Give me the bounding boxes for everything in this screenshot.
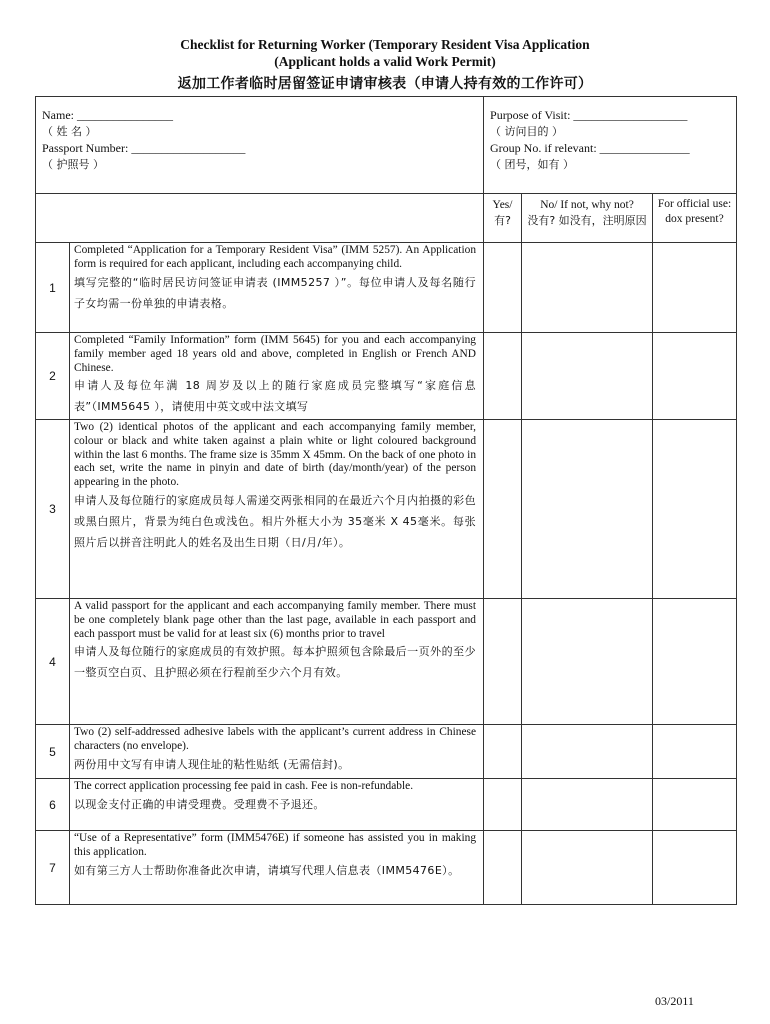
- item-description: [70, 243, 484, 333]
- official-use-cell[interactable]: [653, 831, 737, 905]
- yes-cell[interactable]: [484, 599, 522, 725]
- no-reason-cell[interactable]: [522, 831, 653, 905]
- item-description: [70, 779, 484, 831]
- item-description: [70, 420, 484, 599]
- no-reason-cell[interactable]: [522, 599, 653, 725]
- passport-number-field[interactable]: Passport Number: ___________________: [42, 141, 246, 155]
- item-text-en: “Use of a Representative” form (IMM5476E) if someone has assisted you in making this application.: [74, 832, 477, 858]
- yes-cell[interactable]: [484, 831, 522, 905]
- item-description: [70, 831, 484, 905]
- column-header-row: [36, 194, 737, 243]
- yes-cell[interactable]: [484, 243, 522, 333]
- yes-header-en: Yes/: [492, 199, 513, 211]
- yes-cell[interactable]: [484, 725, 522, 779]
- item-description: [70, 599, 484, 725]
- item-number: 1: [36, 243, 70, 333]
- item-number: 4: [36, 599, 70, 725]
- official-use-cell[interactable]: [653, 243, 737, 333]
- item-text-en: A valid passport for the applicant and each accompanying family member. There must be one completely blank page other than the last page, available in each passport and each passport must be valid for at least six (6) months prior to travel: [74, 600, 477, 640]
- purpose-of-visit-field[interactable]: Purpose of Visit: ___________________: [490, 108, 688, 122]
- item-text-zh: 填写完整的“临时居民访问签证申请表 (IMM5257 ）”。每位申请人及每名随行子女均需一份单独的申请表格。: [74, 275, 477, 310]
- item-text-en: The correct application processing fee paid in cash. Fee is non-refundable.: [74, 780, 414, 792]
- official-use-cell[interactable]: [653, 725, 737, 779]
- official-use-cell[interactable]: [653, 333, 737, 420]
- yes-cell[interactable]: [484, 779, 522, 831]
- item-text-en: Completed “Family Information” form (IMM 5645) for you and each accompanying family member aged 18 years old and above, completed in English or French AND Chinese.: [74, 334, 477, 374]
- item-text-zh: 申请人及每位年满 18 周岁及以上的随行家庭成员完整填写“家庭信息表”（IMM5645 ），请使用中英文或中法文填写: [74, 379, 477, 414]
- item-description: [70, 333, 484, 420]
- checklist-row: [36, 779, 737, 831]
- no-reason-cell[interactable]: [522, 779, 653, 831]
- page-title-chinese: 返加工作者临时居留签证申请审核表（申请人持有效的工作许可）: [177, 76, 593, 92]
- item-number: 3: [36, 420, 70, 599]
- checklist-row: [36, 333, 737, 420]
- item-text-zh: 两份用中文写有申请人现住址的粘性贴纸 (无需信封)。: [74, 757, 350, 771]
- no-header-zh: 没有? 如没有，注明原因: [527, 214, 647, 227]
- no-reason-cell[interactable]: [522, 725, 653, 779]
- checklist-table: [35, 96, 737, 905]
- official-use-column-header: For official use: dox present?: [653, 194, 737, 243]
- official-use-cell[interactable]: [653, 779, 737, 831]
- yes-cell[interactable]: [484, 420, 522, 599]
- item-text-en: Two (2) self-addressed adhesive labels with the applicant’s current address in Chinese characters (no envelope).: [74, 726, 477, 752]
- item-text-zh: 申请人及每位随行的家庭成员每人需递交两张相同的在最近六个月内拍摄的彩色或黑白照片，背景为纯白色或浅色。相片外框大小为 35毫米 X 45毫米。每张照片后以拼音注明此人的姓名及出生日期（日/月/年）。: [74, 493, 477, 549]
- item-text-zh: 以现金支付正确的申请受理费。受理费不予退还。: [74, 797, 325, 811]
- applicant-info-left: [36, 97, 484, 194]
- checklist-row: [36, 599, 737, 725]
- purpose-label-zh: （ 访问目的 ）: [490, 124, 564, 138]
- name-field[interactable]: Name: ________________: [42, 108, 173, 122]
- no-reason-cell[interactable]: [522, 420, 653, 599]
- item-number: 7: [36, 831, 70, 905]
- item-text-zh: 如有第三方人士帮助你准备此次申请，请填写代理人信息表（IMM5476E）。: [74, 863, 460, 877]
- revision-date: 03/2011: [655, 994, 694, 1008]
- yes-column-header: [484, 194, 522, 243]
- page-title: Checklist for Returning Worker (Temporary Resident Visa Application: [180, 37, 590, 52]
- official-use-cell[interactable]: [653, 599, 737, 725]
- no-header-en: No/ If not, why not?: [540, 199, 634, 211]
- passport-label-zh: （ 护照号 ）: [42, 157, 104, 171]
- item-number: 6: [36, 779, 70, 831]
- column-header-blank: [36, 194, 484, 243]
- yes-header-zh: 有?: [494, 214, 511, 227]
- item-description: [70, 725, 484, 779]
- applicant-info-row: [36, 97, 737, 194]
- checklist-row: [36, 725, 737, 779]
- page-subtitle: (Applicant holds a valid Work Permit): [274, 54, 496, 69]
- checklist-row: [36, 831, 737, 905]
- item-text-zh: 申请人及每位随行的家庭成员的有效护照。每本护照须包含除最后一页外的至少一整页空白页、且护照必须在行程前至少六个月有效。: [74, 645, 477, 680]
- applicant-info-right: [484, 97, 737, 194]
- item-number: 5: [36, 725, 70, 779]
- group-number-field[interactable]: Group No. if relevant: _______________: [490, 141, 690, 155]
- item-number: 2: [36, 333, 70, 420]
- name-label-zh: （ 姓 名 ）: [42, 124, 97, 138]
- official-use-cell[interactable]: [653, 420, 737, 599]
- page-title-block: [0, 36, 770, 95]
- no-reason-cell[interactable]: [522, 333, 653, 420]
- no-reason-cell[interactable]: [522, 243, 653, 333]
- item-text-en: Completed “Application for a Temporary Resident Visa” (IMM 5257). An Application form is required for each applicant, including each accompanying child.: [74, 244, 477, 270]
- no-column-header: [522, 194, 653, 243]
- group-label-zh: （ 团号，如有 ）: [490, 157, 575, 171]
- item-text-en: Two (2) identical photos of the applicant and each accompanying family member, colour or black and white taken against a plain white or light coloured background within the last 6 months. The frame size is 35mm X 45mm. On the back of one photo in each set, write the name in pinyin and date of birth (day/month/year) of the person appearing in the photo.: [74, 421, 477, 489]
- yes-cell[interactable]: [484, 333, 522, 420]
- checklist-row: [36, 243, 737, 333]
- checklist-row: [36, 420, 737, 599]
